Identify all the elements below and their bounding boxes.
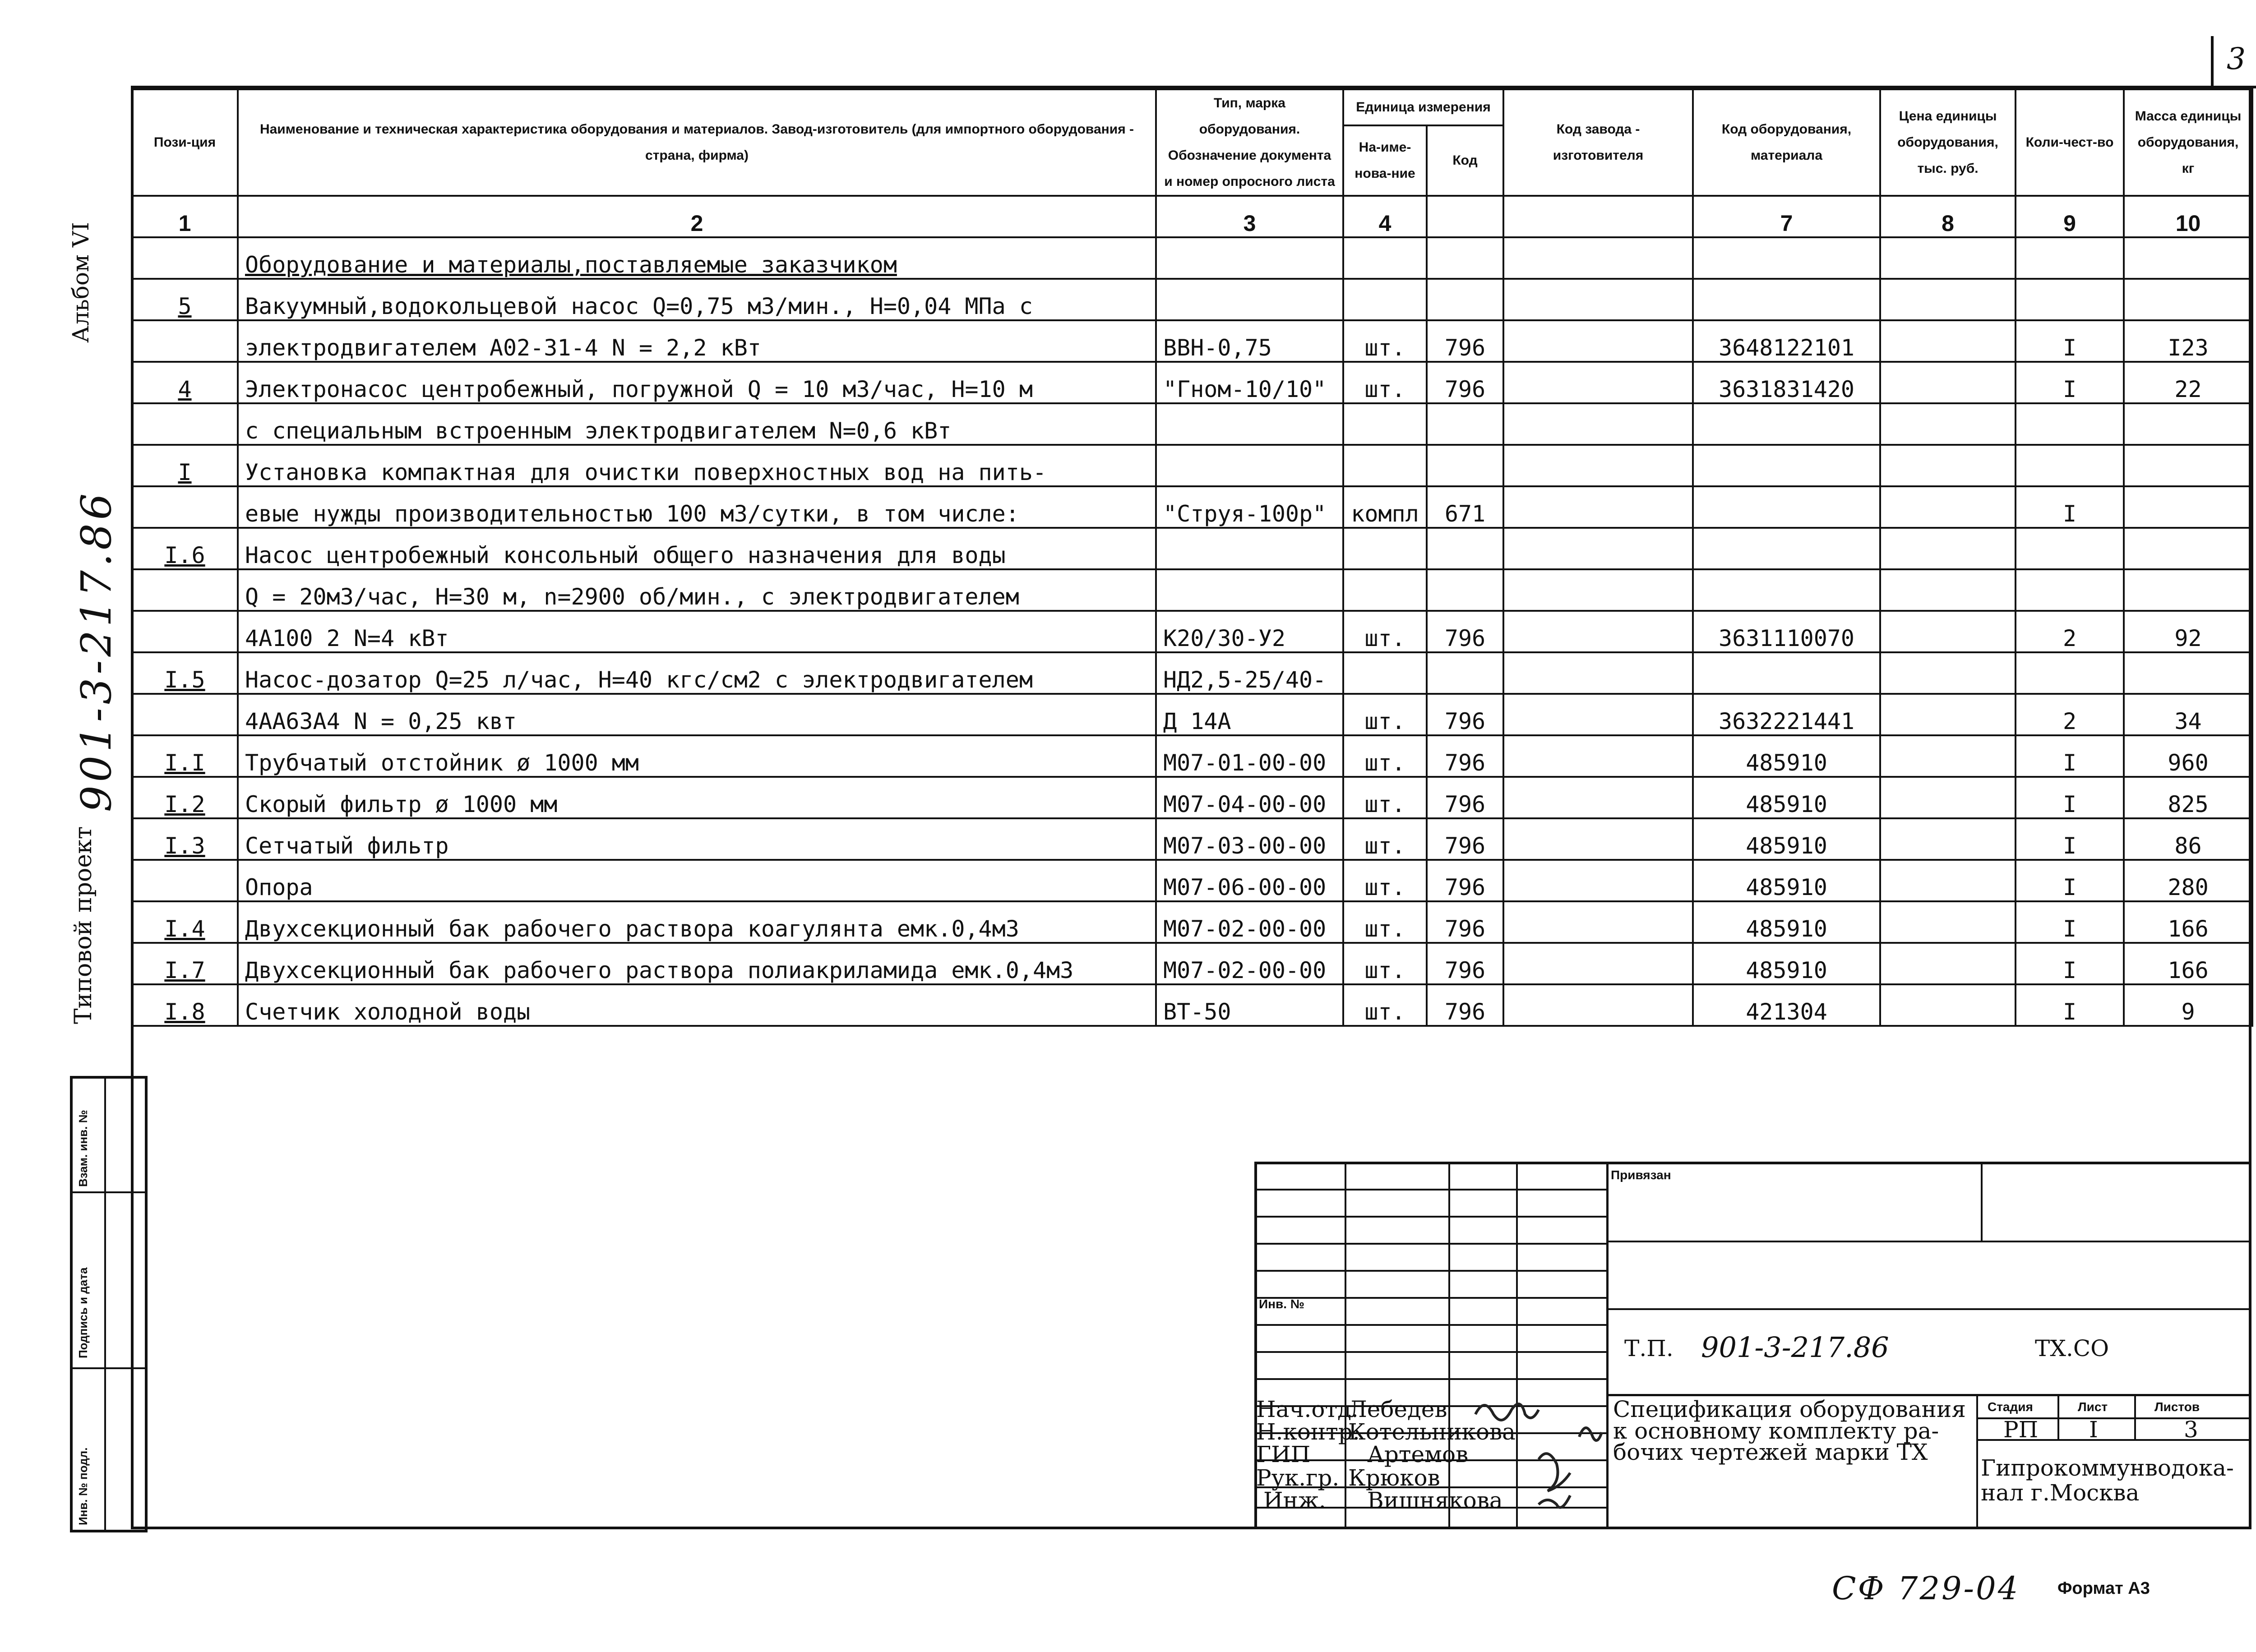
row-factory-code [1503,860,1693,901]
column-number-row [132,196,2252,237]
row-mass [2124,445,2252,486]
row-type [1156,279,1343,320]
document-code: СФ 729-04 [1832,1570,2020,1607]
row-position [132,569,238,611]
table-row [132,486,2252,528]
row-unit-code [1427,403,1503,445]
header-factory-code: Код завода - изготовителя [1503,89,1693,196]
row-mass: 9 [2124,984,2252,1026]
document-title-line-3: бочих чертежей марки ТХ [1613,1439,1928,1465]
row-position [132,403,238,445]
row-factory-code [1503,528,1693,569]
header-mass: Масса единицы оборудования, кг [2124,89,2252,196]
row-factory-code [1503,777,1693,818]
row-unit: шт. [1343,320,1427,362]
row-price [1880,860,2016,901]
row-type: М07-02-00-00 [1156,901,1343,943]
row-quantity [2016,403,2124,445]
row-unit-code: 796 [1427,611,1503,652]
table-row [132,445,2252,486]
row-unit-code [1427,237,1503,279]
row-unit-code: 796 [1427,943,1503,984]
row-type: М07-04-00-00 [1156,777,1343,818]
stage-value: РП [2003,1417,2039,1443]
column-number: 3 [1156,196,1343,237]
row-factory-code [1503,652,1693,694]
row-quantity: I [2016,818,2124,860]
row-name: Опора [238,860,1156,901]
row-factory-code [1503,486,1693,528]
row-position: I.4 [132,901,238,943]
row-name: Трубчатый отстойник ø 1000 мм [238,735,1156,777]
table-row [132,860,2252,901]
row-quantity [2016,237,2124,279]
row-equipment-code: 3631110070 [1693,611,1880,652]
row-name: Двухсекционный бак рабочего раствора коагулянта емк.0,4м3 [238,901,1156,943]
table-row [132,569,2252,611]
row-factory-code [1503,694,1693,735]
row-equipment-code: 485910 [1693,943,1880,984]
row-quantity: I [2016,777,2124,818]
header-unit: Единица измерения [1343,89,1503,125]
row-equipment-code: 485910 [1693,901,1880,943]
row-name: Насос центробежный консольный общего назначения для воды [238,528,1156,569]
row-type [1156,403,1343,445]
row-factory-code [1503,984,1693,1026]
table-row [132,528,2252,569]
row-factory-code [1503,445,1693,486]
row-name: 4АА63А4 N = 0,25 квт [238,694,1156,735]
column-number: 4 [1343,196,1427,237]
row-equipment-code [1693,528,1880,569]
row-price [1880,818,2016,860]
row-equipment-code [1693,486,1880,528]
header-type: Тип, марка оборудования. Обозначение документа и номер опросного листа [1156,89,1343,196]
row-factory-code [1503,362,1693,403]
table-row [132,694,2252,735]
row-name: Электронасос центробежный, погружной Q = 10 м3/час, Н=10 м [238,362,1156,403]
row-price [1880,445,2016,486]
row-position [132,611,238,652]
row-type: М07-03-00-00 [1156,818,1343,860]
row-name: Скорый фильтр ø 1000 мм [238,777,1156,818]
row-position [132,860,238,901]
table-row [132,237,2252,279]
organization-line-1: Гипрокоммунводока- [1981,1455,2234,1481]
row-position: 4 [132,362,238,403]
row-unit-code: 796 [1427,901,1503,943]
row-name: Насос-дозатор Q=25 л/час, Н=40 кгс/см2 с электродвигателем [238,652,1156,694]
row-type [1156,237,1343,279]
row-unit: шт. [1343,362,1427,403]
row-factory-code [1503,320,1693,362]
column-number: 2 [238,196,1156,237]
row-equipment-code [1693,652,1880,694]
side-project-number: 901-3-217.86 [72,489,120,812]
row-quantity: I [2016,943,2124,984]
row-type: ВВН-0,75 [1156,320,1343,362]
row-type: "Гном-10/10" [1156,362,1343,403]
row-type: М07-01-00-00 [1156,735,1343,777]
table-row [132,777,2252,818]
side-project-label: Типовой проект [70,826,97,1024]
row-price [1880,569,2016,611]
sheet-number: 3 [2227,42,2246,76]
row-unit-code: 796 [1427,694,1503,735]
stamp-label-inv: Инв. № подл. [76,1447,90,1525]
row-mass [2124,528,2252,569]
row-price [1880,943,2016,984]
row-equipment-code: 485910 [1693,735,1880,777]
row-unit-code [1427,569,1503,611]
row-type: НД2,5-25/40- [1156,652,1343,694]
column-number: 8 [1880,196,2016,237]
row-unit: шт. [1343,694,1427,735]
project-number: 901-3-217.86 [1701,1331,1889,1364]
row-mass [2124,652,2252,694]
row-unit [1343,403,1427,445]
row-factory-code [1503,818,1693,860]
row-quantity [2016,528,2124,569]
row-name: Оборудование и материалы,поставляемые заказчиком [238,237,1156,279]
row-equipment-code: 3648122101 [1693,320,1880,362]
table-row [132,984,2252,1026]
row-quantity: 2 [2016,611,2124,652]
row-factory-code [1503,237,1693,279]
row-unit-code: 796 [1427,777,1503,818]
header-equipment-code: Код оборудования, материала [1693,89,1880,196]
row-unit: шт. [1343,735,1427,777]
title-block [1254,1162,2251,1529]
name-chief-engineer: Артемов [1367,1441,1469,1467]
role-group-lead: Рук.гр. [1256,1465,1340,1491]
row-unit [1343,237,1427,279]
row-price [1880,611,2016,652]
row-mass [2124,486,2252,528]
row-factory-code [1503,901,1693,943]
table-row [132,611,2252,652]
row-quantity [2016,652,2124,694]
row-quantity [2016,279,2124,320]
sheet-value: I [2089,1417,2098,1443]
project-prefix: Т.П. [1624,1335,1674,1361]
row-mass: 166 [2124,943,2252,984]
row-name: евые нужды производительностью 100 м3/сутки, в том числе: [238,486,1156,528]
name-engineer: Вишнякова [1367,1487,1503,1514]
row-type [1156,569,1343,611]
row-mass: 960 [2124,735,2252,777]
stage-label: Стадия [1988,1400,2033,1414]
row-type: К20/30-У2 [1156,611,1343,652]
row-price [1880,528,2016,569]
row-unit [1343,279,1427,320]
row-unit: шт. [1343,901,1427,943]
bound-label: Привязан [1611,1168,1671,1182]
row-quantity: I [2016,901,2124,943]
row-price [1880,901,2016,943]
table-row [132,403,2252,445]
row-price [1880,486,2016,528]
name-group-lead: Крюков [1348,1465,1440,1491]
stamp-label-replace: Взам. инв. № [76,1110,90,1187]
row-price [1880,237,2016,279]
specification-table [131,88,2253,1027]
row-mass: 166 [2124,901,2252,943]
row-name: Q = 20м3/час, Н=30 м, n=2900 об/мин., с электродвигателем [238,569,1156,611]
row-price [1880,403,2016,445]
row-price [1880,777,2016,818]
row-unit: компл [1343,486,1427,528]
column-number: 9 [2016,196,2124,237]
row-unit: шт. [1343,943,1427,984]
row-equipment-code: 485910 [1693,818,1880,860]
row-equipment-code [1693,237,1880,279]
row-quantity [2016,445,2124,486]
row-equipment-code: 485910 [1693,860,1880,901]
column-number [1427,196,1503,237]
row-unit-code [1427,528,1503,569]
header-position: Пози-ция [132,89,238,196]
row-equipment-code [1693,403,1880,445]
paper-format: Формат А3 [2057,1579,2150,1598]
row-unit-code: 796 [1427,818,1503,860]
name-head-of-dept: Лебедев [1348,1396,1447,1422]
row-unit-code [1427,279,1503,320]
row-unit [1343,445,1427,486]
header-unit-code: Код [1427,125,1503,196]
row-position: I.7 [132,943,238,984]
row-factory-code [1503,279,1693,320]
row-unit-code: 796 [1427,320,1503,362]
row-unit-code [1427,445,1503,486]
table-row [132,735,2252,777]
row-equipment-code [1693,279,1880,320]
drawing-mark: ТХ.СО [2035,1335,2109,1361]
row-type: М07-02-00-00 [1156,943,1343,984]
row-position: I.6 [132,528,238,569]
row-position [132,486,238,528]
row-position: I.8 [132,984,238,1026]
row-unit-code: 796 [1427,735,1503,777]
document-title-line-1: Спецификация оборудования [1613,1396,1966,1422]
row-position: I.3 [132,818,238,860]
row-equipment-code [1693,445,1880,486]
row-price [1880,694,2016,735]
role-head-of-dept: Нач.отд. [1256,1396,1359,1422]
inventory-number-label: Инв. № [1259,1297,1305,1311]
row-factory-code [1503,943,1693,984]
row-mass: 22 [2124,362,2252,403]
row-equipment-code: 485910 [1693,777,1880,818]
row-quantity: I [2016,486,2124,528]
row-position: I.I [132,735,238,777]
row-unit-code: 796 [1427,362,1503,403]
row-factory-code [1503,569,1693,611]
row-unit-code [1427,652,1503,694]
row-price [1880,362,2016,403]
row-unit [1343,652,1427,694]
row-unit: шт. [1343,611,1427,652]
header-price: Цена единицы оборудования, тыс. руб. [1880,89,2016,196]
table-row [132,652,2252,694]
document-title-line-2: к основному комплекту ра- [1613,1418,1939,1444]
row-unit-code: 796 [1427,984,1503,1026]
row-price [1880,279,2016,320]
header-unit-name: На-име-нова-ние [1343,125,1427,196]
row-position: 5 [132,279,238,320]
row-unit [1343,569,1427,611]
row-type [1156,528,1343,569]
row-position [132,694,238,735]
row-unit: шт. [1343,984,1427,1026]
side-album-label: Альбом VI [68,222,94,343]
table-row [132,818,2252,860]
row-unit: шт. [1343,777,1427,818]
column-number: 7 [1693,196,1880,237]
row-price [1880,652,2016,694]
row-quantity: I [2016,984,2124,1026]
row-factory-code [1503,403,1693,445]
row-factory-code [1503,735,1693,777]
sheets-label: Листов [2154,1400,2200,1414]
row-unit: шт. [1343,860,1427,901]
row-mass: I23 [2124,320,2252,362]
role-norm-control: Н.контр. [1256,1419,1360,1445]
table-row [132,901,2252,943]
row-mass: 280 [2124,860,2252,901]
row-position [132,237,238,279]
row-price [1880,320,2016,362]
table-row [132,943,2252,984]
role-chief-engineer: ГИП [1256,1441,1311,1467]
row-type: Д 14А [1156,694,1343,735]
row-unit [1343,528,1427,569]
row-mass [2124,403,2252,445]
row-type: "Струя-100р" [1156,486,1343,528]
table-row [132,279,2252,320]
row-name: Установка компактная для очистки поверхностных вод на пить- [238,445,1156,486]
row-name: Вакуумный,водокольцевой насос Q=0,75 м3/мин., Н=0,04 МПа с [238,279,1156,320]
sheet-label: Лист [2078,1400,2108,1414]
row-mass: 825 [2124,777,2252,818]
row-mass: 92 [2124,611,2252,652]
table-row [132,362,2252,403]
row-name: с специальным встроенным электродвигателем N=0,6 кВт [238,403,1156,445]
row-name: Счетчик холодной воды [238,984,1156,1026]
row-name: 4А100 2 N=4 кВт [238,611,1156,652]
row-quantity [2016,569,2124,611]
row-equipment-code: 421304 [1693,984,1880,1026]
row-unit-code: 671 [1427,486,1503,528]
row-mass [2124,569,2252,611]
column-number: 1 [132,196,238,237]
row-position: I [132,445,238,486]
row-name: электродвигателем А02-31-4 N = 2,2 кВт [238,320,1156,362]
sheets-value: 3 [2184,1417,2198,1443]
row-position: I.2 [132,777,238,818]
row-type: ВТ-50 [1156,984,1343,1026]
row-name: Сетчатый фильтр [238,818,1156,860]
row-mass: 34 [2124,694,2252,735]
row-position: I.5 [132,652,238,694]
row-type: М07-06-00-00 [1156,860,1343,901]
row-mass [2124,237,2252,279]
row-price [1880,735,2016,777]
role-engineer: Инж. [1263,1487,1326,1514]
signatures-picture [1448,1387,1606,1523]
row-name: Двухсекционный бак рабочего раствора полиакриламида емк.0,4м3 [238,943,1156,984]
column-number: 10 [2124,196,2252,237]
stamp-label-sign: Подпись и дата [76,1267,90,1358]
row-quantity: 2 [2016,694,2124,735]
row-unit-code: 796 [1427,860,1503,901]
row-equipment-code: 3632221441 [1693,694,1880,735]
column-number [1503,196,1693,237]
header-quantity: Коли-чест-во [2016,89,2124,196]
row-equipment-code [1693,569,1880,611]
row-unit: шт. [1343,818,1427,860]
name-norm-control: Котельникова [1348,1419,1516,1445]
organization-line-2: нал г.Москва [1981,1480,2140,1506]
row-equipment-code: 3631831420 [1693,362,1880,403]
row-position [132,320,238,362]
row-mass [2124,279,2252,320]
row-factory-code [1503,611,1693,652]
row-type [1156,445,1343,486]
row-price [1880,984,2016,1026]
row-quantity: I [2016,860,2124,901]
row-quantity: I [2016,735,2124,777]
row-mass: 86 [2124,818,2252,860]
header-name: Наименование и техническая характеристика оборудования и материалов. Завод-изготовитель (для импортного оборудования - страна, фирма) [238,89,1156,196]
row-quantity: I [2016,362,2124,403]
row-quantity: I [2016,320,2124,362]
table-row [132,320,2252,362]
